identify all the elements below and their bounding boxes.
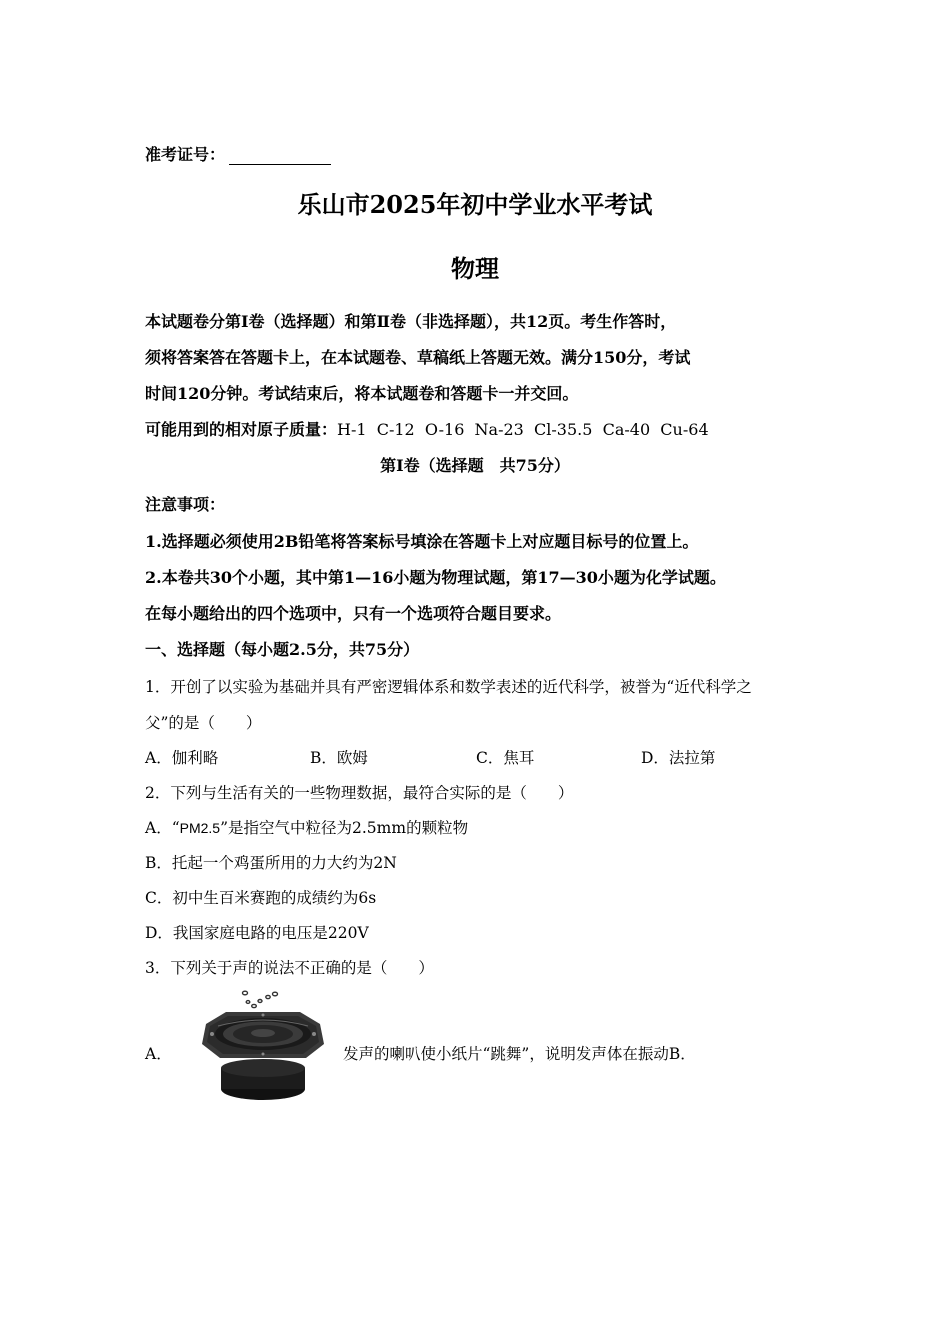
intro-line-2: 须将答案答在答题卡上，在本试题卷、草稿纸上答题无效。满分150分，考试 <box>145 348 691 367</box>
notice-2: 2.本卷共30个小题，其中第1—16小题为物理试题，第17—30小题为化学试题。 <box>145 568 726 587</box>
q2-option-a-suffix: ”是指空气中粒径为2.5mm的颗粒物 <box>220 819 469 837</box>
atomic-mass-values: H-1 C-12 O-16 Na-23 Cl-35.5 Ca-40 Cu-64 <box>337 420 709 439</box>
exam-id-blank <box>229 148 331 165</box>
notice-title: 注意事项： <box>145 495 226 514</box>
q1-stem-line1: 1．开创了以实验为基础并具有严密逻辑体系和数学表述的近代科学，被誉为“近代科学之 <box>145 678 752 696</box>
q3-stem: 3．下列关于声的说法不正确的是（ ） <box>145 959 434 977</box>
q1-option-d: D．法拉第 <box>641 749 716 767</box>
q2-stem: 2．下列与生活有关的一些物理数据，最符合实际的是（ ） <box>145 784 574 802</box>
notice-1: 1.选择题必须使用2B铅笔将答案标号填涂在答题卡上对应题目标号的位置上。 <box>145 532 699 551</box>
q3-option-a-label: A． <box>145 1045 172 1063</box>
q2-option-a-pm: PM2.5 <box>179 820 221 836</box>
q2-option-d: D．我国家庭电路的电压是220V <box>145 924 369 942</box>
q1-option-a: A．伽利略 <box>145 749 219 767</box>
speaker-illustration <box>188 988 338 1103</box>
atomic-mass-row <box>145 420 709 440</box>
q1-stem-line2: 父”的是（ ） <box>145 714 262 732</box>
page-title: 乐山市2025年初中学业水平考试 <box>297 190 653 219</box>
q2-option-c: C．初中生百米赛跑的成绩约为6s <box>145 889 377 907</box>
atomic-mass-label: 可能用到的相对原子质量： <box>145 420 338 439</box>
q3-option-a-text: 发声的喇叭使小纸片“跳舞”，说明发声体在振动B． <box>343 1045 696 1063</box>
notice-3: 在每小题给出的四个选项中，只有一个选项符合题目要求。 <box>145 604 562 623</box>
part-heading: 一、选择题（每小题2.5分，共75分） <box>145 640 420 659</box>
exam-id-label: 准考证号： <box>145 145 226 164</box>
q1-option-b: B．欧姆 <box>310 749 368 767</box>
intro-line-3: 时间120分钟。考试结束后，将本试题卷和答题卡一并交回。 <box>145 384 579 403</box>
intro-line-1: 本试题卷分第Ⅰ卷（选择题）和第Ⅱ卷（非选择题），共12页。考生作答时， <box>145 312 677 331</box>
q1-option-c: C．焦耳 <box>476 749 535 767</box>
exam-id-row <box>145 145 331 165</box>
q2-option-b: B．托起一个鸡蛋所用的力大约为2N <box>145 854 397 872</box>
q2-option-a-prefix: A．“ <box>145 819 180 837</box>
subject-title: 物理 <box>451 254 499 283</box>
q2-option-a <box>145 818 468 838</box>
section-heading: 第Ⅰ卷（选择题 共75分） <box>380 456 570 475</box>
